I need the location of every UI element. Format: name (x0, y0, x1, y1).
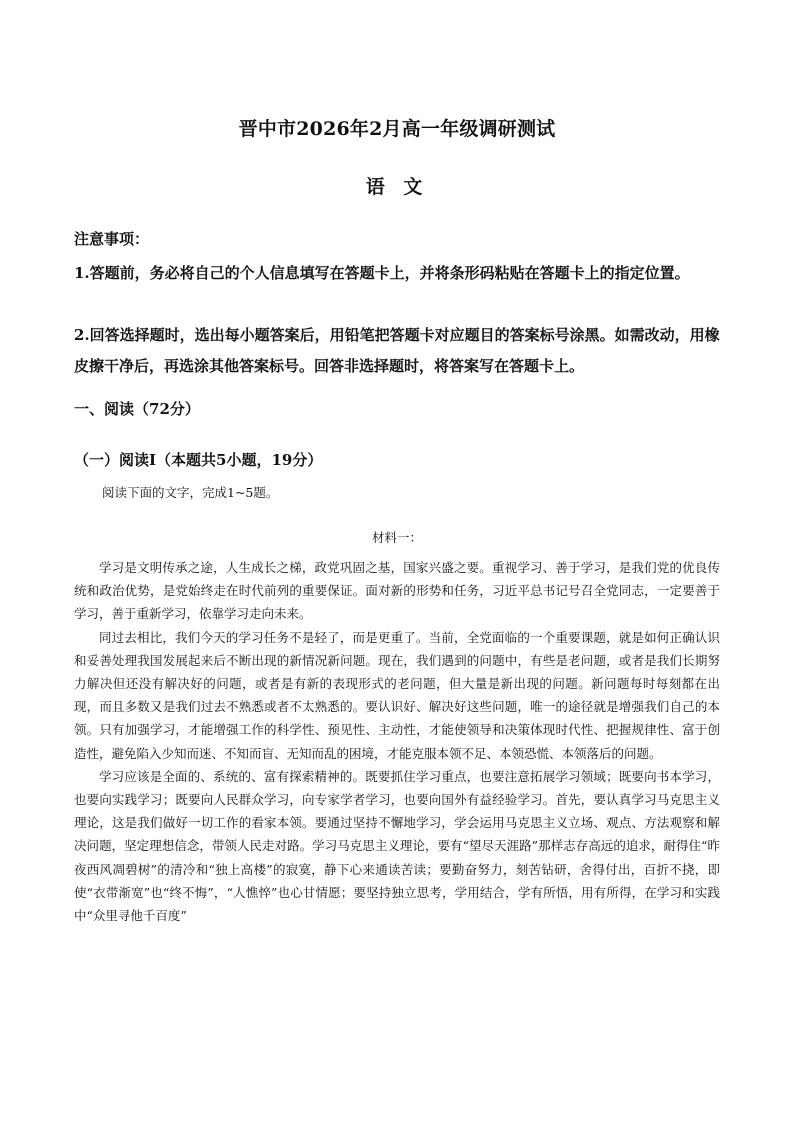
passage-paragraph-3: 学习应该是全面的、系统的、富有探索精神的。既要抓住学习重点，也要注意拓展学习领域；既要向书本学习，也要向实践学习；既要向人民群众学习，向专家学者学习，也要向国外有益经验学习。首先，要认真学习马克思主义理论，这是我们做好一切工作的看家本领。要通过坚持不懈地学习，学会运用马克思主义立场、观点、方法观察和解决问题，坚定理想信念，带领人民走对路。学习马克思主义理论，要有“望尽天涯路”那样志存高远的追求，耐得住“昨夜西风凋碧树”的清冷和“独上高楼”的寂寞，静下心来通读苦读；要勤奋努力，刻苦钻研，舍得付出，百折不挠，即使“衣带渐宽”也“终不悔”，“人憔悴”也心甘情愿；要坚持独立思考，学用结合，学有所悟，用有所得，在学习和实践中“众里寻他千百度” (74, 768, 720, 924)
material-title: 材料一： (371, 530, 422, 545)
subsection-title: （一）阅读Ⅰ（本题共5小题，19分） (74, 451, 323, 469)
reading-passage (74, 556, 720, 927)
passage-paragraph-1: 学习是文明传承之途，人生成长之梯，政党巩固之基，国家兴盛之要。重视学习、善于学习，是我们党的优良传统和政治优势，是党始终走在时代前列的重要保证。面对新的形势和任务，习近平总书记号召全党同志，一定要善于学习，善于重新学习，依靠学习走向未来。 (74, 560, 720, 622)
notice-item-2: 2.回答选择题时，选出每小题答案后，用铅笔把答题卡对应题目的答案标号涂黑。如需改动，用橡皮擦干净后，再选涂其他答案标号。回答非选择题时，将答案写在答题卡上。 (74, 326, 720, 375)
section-title: 一、阅读（72分） (74, 400, 200, 418)
notice-heading: 注意事项： (74, 230, 150, 248)
reading-instruction: 阅读下面的文字，完成1~5题。 (102, 485, 279, 500)
notice-item-1: 1.答题前，务必将自己的个人信息填写在答题卡上，并将条形码粘贴在答题卡上的指定位置。 (74, 264, 690, 282)
exam-title: 晋中市2026年2月高一年级调研测试 (238, 118, 556, 140)
subject-title: 语 文 (365, 176, 429, 198)
passage-paragraph-2: 同过去相比，我们今天的学习任务不是轻了，而是更重了。当前，全党面临的一个重要课题，就是如何正确认识和妥善处理我国发展起来后不断出现的新情况新问题。现在，我们遇到的问题中，有些是老问题，或者是我们长期努力解决但还没有解决好的问题，或者是有新的表现形式的老问题，但大量是新出现的问题。新问题每时每刻都在出现，而且多数又是我们过去不熟悉或者不太熟悉的。要认识好、解决好这些问题，唯一的途径就是增强我们自己的本领。只有加强学习，才能增强工作的科学性、预见性、主动性，才能使领导和决策体现时代性、把握规律性、富于创造性，避免陷入少知而迷、不知而盲、无知而乱的困境，才能克服本领不足、本领恐慌、本领落后的问题。 (74, 629, 720, 761)
